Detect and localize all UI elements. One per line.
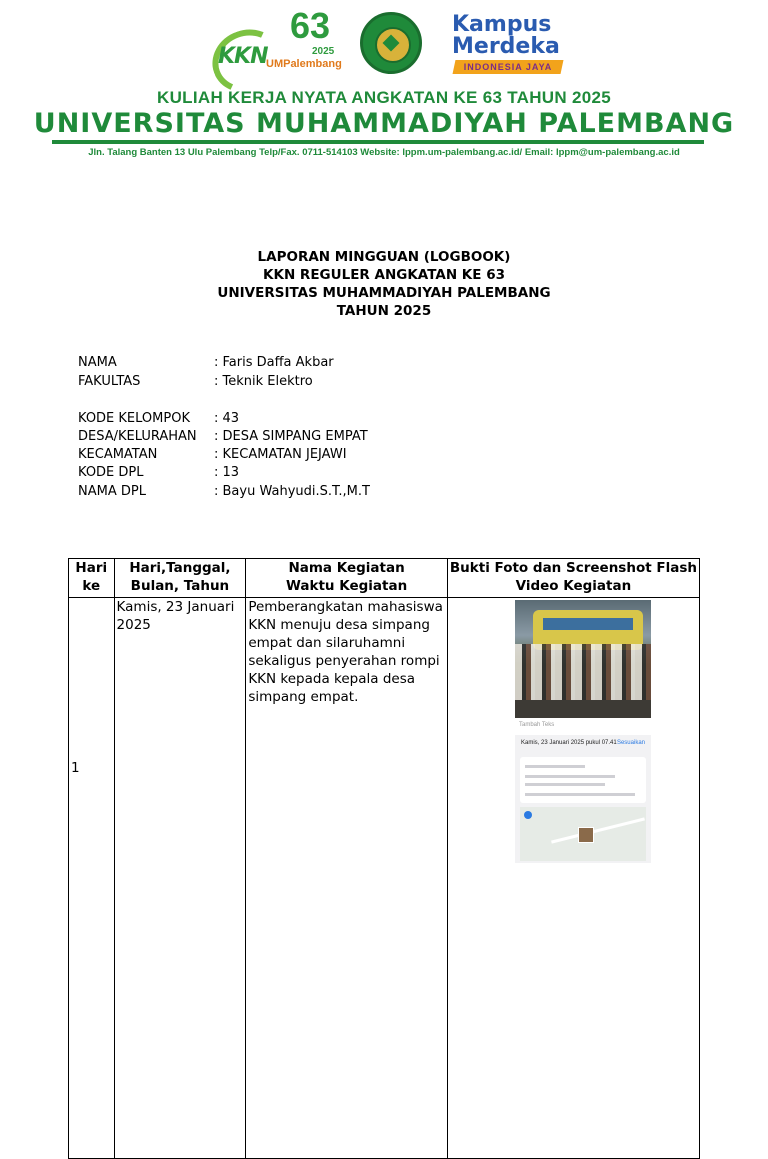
university-seal-icon bbox=[360, 12, 422, 74]
header-text: Bulan, Tahun bbox=[130, 578, 230, 594]
activity-photo-image bbox=[515, 600, 651, 718]
km-logo-line1: Kampus bbox=[452, 12, 552, 37]
letterhead-university: UNIVERSITAS MUHAMMADIYAH PALEMBANG bbox=[33, 108, 735, 139]
info-line bbox=[525, 783, 605, 786]
letterhead-divider bbox=[52, 140, 704, 144]
screenshot-date: Kamis, 23 Januari 2025 pukul 07.41 bbox=[521, 740, 617, 746]
header-text: Video Kegiatan bbox=[515, 578, 632, 594]
map-photo-pin-icon bbox=[578, 827, 594, 843]
header-evidence bbox=[447, 559, 699, 598]
identity-key: NAMA DPL bbox=[78, 484, 146, 499]
kkn-logo-year: 2025 bbox=[312, 46, 335, 57]
identity-value: : Bayu Wahyudi.S.T.,M.T bbox=[214, 484, 370, 499]
identity-value: : 43 bbox=[214, 411, 240, 426]
identity-key: KODE KELOMPOK bbox=[78, 411, 190, 426]
map-road bbox=[551, 817, 645, 843]
photo-ground bbox=[515, 700, 651, 718]
photo-metadata-screenshot bbox=[515, 735, 651, 863]
screenshot-caption: Tambah Teks bbox=[519, 722, 555, 728]
identity-value: : KECAMATAN JEJAWI bbox=[214, 447, 347, 462]
identity-key: NAMA bbox=[78, 355, 117, 370]
cell-date: Kamis, 23 Januari 2025 bbox=[114, 598, 246, 1159]
km-logo-tag bbox=[453, 60, 564, 74]
kampus-merdeka-logo bbox=[450, 14, 568, 82]
letterhead-program: KULIAH KERJA NYATA ANGKATAN KE 63 TAHUN 2025 bbox=[157, 88, 611, 107]
kkn-logo-text: KKN bbox=[218, 44, 268, 69]
identity-key: DESA/KELURAHAN bbox=[78, 429, 197, 444]
identity-value: : DESA SIMPANG EMPAT bbox=[214, 429, 368, 444]
letterhead-address: Jln. Talang Banten 13 Ulu Palembang Telp/Fax. 0711-514103 Website: lppm.um-palembang.ac.id/ Email: lppm@um-palembang.ac.id bbox=[88, 147, 680, 158]
header-text: ke bbox=[82, 578, 101, 594]
screenshot-action: Sesuaikan bbox=[616, 740, 645, 746]
title-line-1: LAPORAN MINGGUAN (LOGBOOK) bbox=[257, 249, 511, 265]
header-text: Hari,Tanggal, bbox=[129, 560, 231, 576]
identity-value: : 13 bbox=[214, 465, 240, 480]
table-header-row bbox=[69, 559, 700, 598]
identity-value: : Teknik Elektro bbox=[214, 374, 313, 389]
kkn-logo bbox=[208, 5, 342, 80]
header-day-number bbox=[69, 559, 115, 598]
header-activity bbox=[246, 559, 448, 598]
info-line bbox=[525, 793, 635, 796]
header-text: Hari bbox=[75, 560, 108, 576]
identity-key: KECAMATAN bbox=[78, 447, 158, 462]
cell-day-number: 1 bbox=[69, 598, 115, 1159]
header-text: Waktu Kegiatan bbox=[285, 578, 408, 594]
title-line-2: KKN REGULER ANGKATAN KE 63 bbox=[263, 267, 505, 283]
info-line bbox=[525, 765, 585, 768]
header-text: Bukti Foto dan Screenshot Flash bbox=[449, 560, 697, 576]
cell-activity: Pemberangkatan mahasiswa KKN menuju desa simpang empat dan silaruhamni sekaligus penyerahan rompi KKN kepada kepala desa simpang empat. bbox=[246, 598, 448, 1159]
km-logo-tag-text: INDONESIA JAYA bbox=[463, 62, 553, 72]
screenshot-info-card bbox=[520, 757, 646, 803]
document-title bbox=[0, 248, 768, 320]
screenshot-map bbox=[520, 807, 646, 861]
info-line bbox=[525, 775, 615, 778]
kkn-logo-sub: UMPalembang bbox=[266, 58, 342, 70]
km-logo-line2: Merdeka bbox=[452, 34, 560, 59]
kkn-logo-number: 63 bbox=[290, 5, 331, 46]
title-line-4: TAHUN 2025 bbox=[336, 303, 432, 319]
identity-value: : Faris Daffa Akbar bbox=[214, 355, 334, 370]
title-line-3: UNIVERSITAS MUHAMMADIYAH PALEMBANG bbox=[217, 285, 551, 301]
seal-emblem bbox=[375, 27, 411, 63]
header-text: Nama Kegiatan bbox=[288, 560, 405, 576]
identity-key: FAKULTAS bbox=[78, 374, 141, 389]
header-date bbox=[114, 559, 246, 598]
map-location-icon bbox=[524, 811, 532, 819]
identity-key: KODE DPL bbox=[78, 465, 144, 480]
